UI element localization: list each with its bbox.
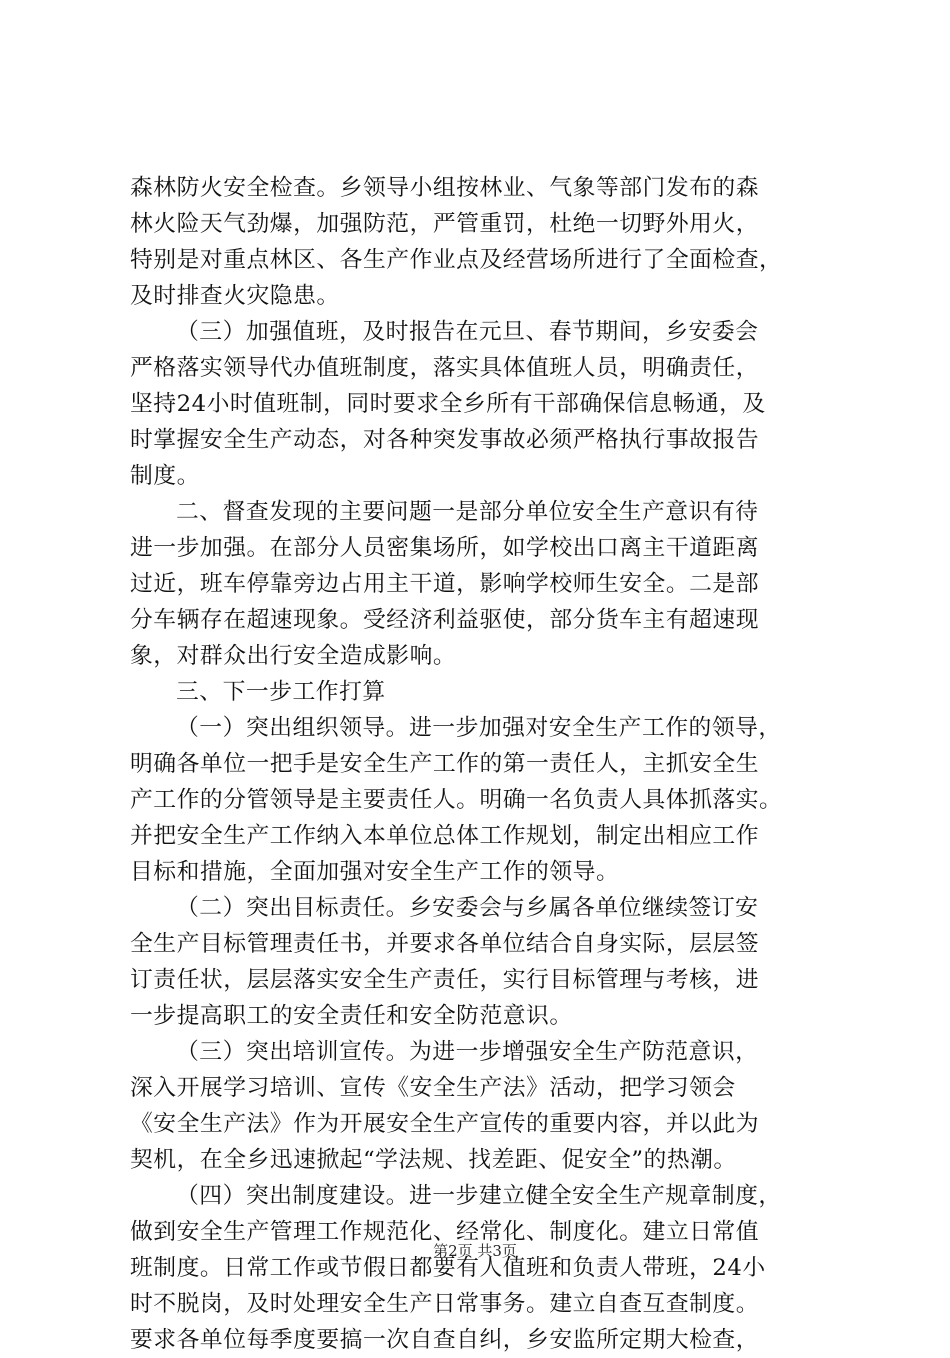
text-line: 时不脱岗，及时处理安全生产日常事务。建立自查互查制度。 xyxy=(130,1291,760,1317)
text-line: 分车辆存在超速现象。受经济利益驱使，部分货车主有超速现 xyxy=(130,607,760,633)
text-line: 并把安全生产工作纳入本单位总体工作规划，制定出相应工作 xyxy=(130,823,760,849)
text-line: 做到安全生产管理工作规范化、经常化、制度化。建立日常值 xyxy=(130,1219,760,1245)
text-line: 进一步加强。在部分人员密集场所，如学校出口离主干道距离 xyxy=(130,535,760,561)
text-line: 特别是对重点林区、各生产作业点及经营场所进行了全面检查， xyxy=(130,247,783,273)
text-line: 时掌握安全生产动态，对各种突发事故必须严格执行事故报告 xyxy=(130,427,760,453)
text-line: 要求各单位每季度要搞一次自查自纠，乡安监所定期大检查， xyxy=(130,1327,760,1353)
text-line: 过近，班车停靠旁边占用主干道，影响学校师生安全。二是部 xyxy=(130,571,760,597)
text-line: 深入开展学习培训、宣传《安全生产法》活动，把学习领会 xyxy=(130,1075,736,1101)
text-line: 订责任状，层层落实安全生产责任，实行目标管理与考核，进 xyxy=(130,967,760,993)
text-line: 产工作的分管领导是主要责任人。明确一名负责人具体抓落实。 xyxy=(130,787,783,813)
text-line: （四）突出制度建设。进一步建立健全安全生产规章制度， xyxy=(176,1183,782,1209)
text-line: 象，对群众出行安全造成影响。 xyxy=(130,643,457,669)
text-line: 明确各单位一把手是安全生产工作的第一责任人，主抓安全生 xyxy=(130,751,760,777)
text-line: 及时排查火灾隐患。 xyxy=(130,283,340,309)
text-line: 一步提高职工的安全责任和安全防范意识。 xyxy=(130,1003,573,1029)
page-footer: 第2页 共3页 xyxy=(433,1242,517,1260)
text-line: 二、督查发现的主要问题一是部分单位安全生产意识有待 xyxy=(176,499,759,525)
text-line: 班制度。日常工作或节假日都要有人值班和负责人带班，24小 xyxy=(130,1255,766,1281)
text-line: （三）加强值班，及时报告在元旦、春节期间，乡安委会 xyxy=(176,319,759,345)
text-line: 坚持24小时值班制，同时要求全乡所有干部确保信息畅通，及 xyxy=(130,391,766,417)
text-line: 目标和措施，全面加强对安全生产工作的领导。 xyxy=(130,859,620,885)
text-line: （一）突出组织领导。进一步加强对安全生产工作的领导， xyxy=(176,715,782,741)
text-line: 《安全生产法》作为开展安全生产宣传的重要内容，并以此为 xyxy=(130,1111,760,1137)
section-heading: 三、下一步工作打算 xyxy=(176,679,386,705)
text-line: 林火险天气劲爆，加强防范，严管重罚，杜绝一切野外用火， xyxy=(130,211,760,237)
text-line: （三）突出培训宣传。为进一步增强安全生产防范意识， xyxy=(176,1039,759,1065)
text-line: （二）突出目标责任。乡安委会与乡属各单位继续签订安 xyxy=(176,895,759,921)
text-line: 森林防火安全检查。乡领导小组按林业、气象等部门发布的森 xyxy=(130,175,760,201)
text-line: 制度。 xyxy=(130,463,200,489)
text-line: 契机，在全乡迅速掀起“学法规、找差距、促安全”的热潮。 xyxy=(130,1147,737,1173)
text-line: 严格落实领导代办值班制度，落实具体值班人员，明确责任， xyxy=(130,355,760,381)
text-line: 全生产目标管理责任书，并要求各单位结合自身实际，层层签 xyxy=(130,931,760,957)
